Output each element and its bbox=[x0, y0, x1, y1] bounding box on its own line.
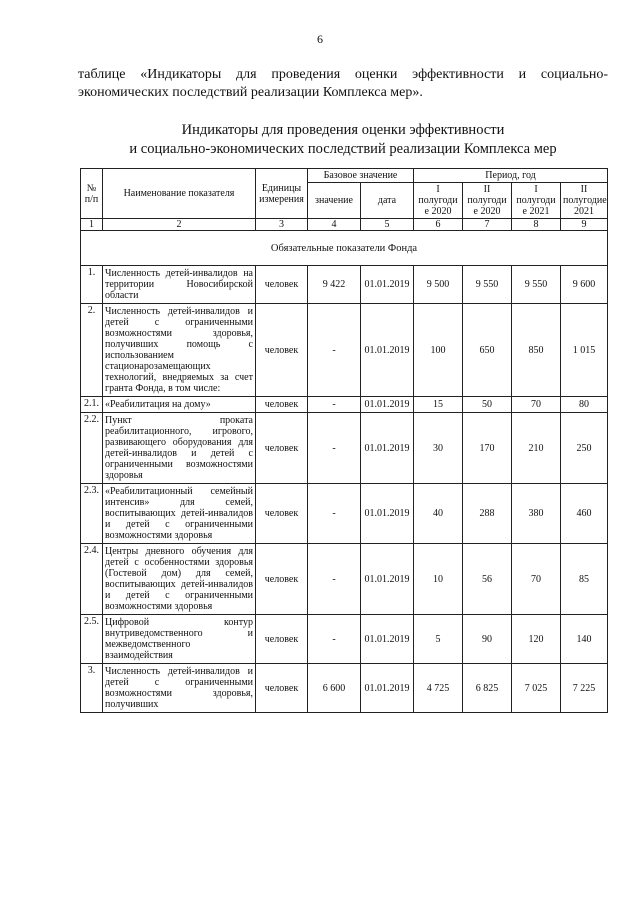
header-p1 bbox=[414, 183, 463, 219]
cell-unit: человек bbox=[256, 664, 308, 713]
table-row bbox=[81, 266, 608, 304]
cell-name: «Реабилитация на дому» bbox=[103, 397, 256, 413]
header-p3-text: полугоди е 2021 bbox=[516, 195, 556, 217]
header-name: Наименование показателя bbox=[103, 169, 256, 219]
cell-num: 2.5. bbox=[81, 615, 103, 664]
cell-p1: 40 bbox=[414, 484, 463, 544]
cell-name: Численность детей-инвалидов на территории Новосибирской области bbox=[103, 266, 256, 304]
cell-p3: 210 bbox=[512, 413, 561, 484]
cell-name: Численность детей-инвалидов и детей с ограниченными возможностями здоровья, получивших помощь с использованием стационарозамещающих технологий, внедряемых за счет гранта Фонда, в том числе: bbox=[103, 304, 256, 397]
intro-paragraph bbox=[78, 66, 608, 102]
table-row bbox=[81, 615, 608, 664]
table-row bbox=[81, 664, 608, 713]
cell-num: 2.4. bbox=[81, 544, 103, 615]
header-base-value: значение bbox=[308, 183, 361, 219]
cell-p4: 460 bbox=[561, 484, 608, 544]
header-p3 bbox=[512, 183, 561, 219]
cell-p3: 7 025 bbox=[512, 664, 561, 713]
header-p1-text: полугоди е 2020 bbox=[418, 195, 458, 217]
cell-unit: человек bbox=[256, 484, 308, 544]
header-unit: Единицы измерения bbox=[256, 169, 308, 219]
cell-num: 2. bbox=[81, 304, 103, 397]
cell-base-date: 01.01.2019 bbox=[361, 484, 414, 544]
column-number: 3 bbox=[256, 219, 308, 231]
cell-base-date: 01.01.2019 bbox=[361, 544, 414, 615]
header-p1-roman: I bbox=[436, 184, 440, 195]
cell-base-date: 01.01.2019 bbox=[361, 664, 414, 713]
cell-p2: 56 bbox=[463, 544, 512, 615]
cell-p2: 288 bbox=[463, 484, 512, 544]
cell-name: Центры дневного обучения для детей с особенностями здоровья (Гостевой дом) для семей, воспитывающих детей-инвалидов и детей с ограниченными возможностями здоровья bbox=[103, 544, 256, 615]
title-line: Индикаторы для проведения оценки эффективности bbox=[181, 122, 505, 138]
cell-p1: 15 bbox=[414, 397, 463, 413]
header-p3-roman: I bbox=[534, 184, 538, 195]
header-p2 bbox=[463, 183, 512, 219]
header-p4-roman: II bbox=[580, 184, 588, 195]
cell-p3: 850 bbox=[512, 304, 561, 397]
cell-base-value: - bbox=[308, 544, 361, 615]
cell-p2: 50 bbox=[463, 397, 512, 413]
cell-p2: 170 bbox=[463, 413, 512, 484]
table-row bbox=[81, 544, 608, 615]
cell-base-date: 01.01.2019 bbox=[361, 397, 414, 413]
cell-p1: 5 bbox=[414, 615, 463, 664]
cell-p1: 9 500 bbox=[414, 266, 463, 304]
cell-unit: человек bbox=[256, 266, 308, 304]
cell-num: 2.2. bbox=[81, 413, 103, 484]
column-number: 6 bbox=[414, 219, 463, 231]
cell-p3: 120 bbox=[512, 615, 561, 664]
cell-name: «Реабилитационный семейный интенсив» для семей, воспитывающих детей-инвалидов и детей с ограниченными возможностями здоровья bbox=[103, 484, 256, 544]
cell-p2: 9 550 bbox=[463, 266, 512, 304]
cell-p4: 9 600 bbox=[561, 266, 608, 304]
header-p2-roman: II bbox=[483, 184, 491, 195]
cell-unit: человек bbox=[256, 397, 308, 413]
column-number: 4 bbox=[308, 219, 361, 231]
column-number: 5 bbox=[361, 219, 414, 231]
intro-line: таблице «Индикаторы для проведения оценки эффективности и социально- bbox=[78, 67, 608, 82]
cell-unit: человек bbox=[256, 413, 308, 484]
column-number: 1 bbox=[81, 219, 103, 231]
table-row bbox=[81, 304, 608, 397]
cell-p1: 4 725 bbox=[414, 664, 463, 713]
cell-p2: 90 bbox=[463, 615, 512, 664]
cell-p3: 70 bbox=[512, 397, 561, 413]
column-number: 2 bbox=[103, 219, 256, 231]
column-number: 9 bbox=[561, 219, 608, 231]
cell-p2: 6 825 bbox=[463, 664, 512, 713]
cell-p1: 100 bbox=[414, 304, 463, 397]
cell-base-date: 01.01.2019 bbox=[361, 615, 414, 664]
cell-p2: 650 bbox=[463, 304, 512, 397]
cell-num: 3. bbox=[81, 664, 103, 713]
cell-base-value: - bbox=[308, 484, 361, 544]
title-line: и социально-экономических последствий реализации Комплекса мер bbox=[129, 141, 557, 157]
cell-p3: 70 bbox=[512, 544, 561, 615]
table-row bbox=[81, 413, 608, 484]
header-p2-text: полугоди е 2020 bbox=[467, 195, 507, 217]
cell-p4: 7 225 bbox=[561, 664, 608, 713]
cell-num: 2.3. bbox=[81, 484, 103, 544]
header-p4 bbox=[561, 183, 608, 219]
intro-line: экономических последствий реализации Комплекса мер». bbox=[78, 85, 423, 100]
cell-name: Пункт проката реабилитационного, игрового, развивающего оборудования для детей-инвалидов и детей с ограниченными возможностями здоровья bbox=[103, 413, 256, 484]
column-number: 8 bbox=[512, 219, 561, 231]
header-p4-text: полугодие 2021 bbox=[563, 195, 607, 217]
header-period: Период, год bbox=[414, 169, 608, 183]
cell-unit: человек bbox=[256, 615, 308, 664]
cell-base-value: - bbox=[308, 615, 361, 664]
cell-name: Численность детей-инвалидов и детей с ограниченными возможностями здоровья, получивших bbox=[103, 664, 256, 713]
cell-p4: 1 015 bbox=[561, 304, 608, 397]
cell-p4: 140 bbox=[561, 615, 608, 664]
cell-base-date: 01.01.2019 bbox=[361, 413, 414, 484]
cell-p1: 10 bbox=[414, 544, 463, 615]
cell-name: Цифровой контур внутриведомственного и межведомственного взаимодействия bbox=[103, 615, 256, 664]
indicators-table bbox=[80, 168, 608, 713]
header-base: Базовое значение bbox=[308, 169, 414, 183]
cell-base-value: 6 600 bbox=[308, 664, 361, 713]
cell-p4: 80 bbox=[561, 397, 608, 413]
table-row bbox=[81, 397, 608, 413]
cell-num: 2.1. bbox=[81, 397, 103, 413]
cell-base-value: 9 422 bbox=[308, 266, 361, 304]
header-base-date: дата bbox=[361, 183, 414, 219]
cell-p3: 9 550 bbox=[512, 266, 561, 304]
table-row bbox=[81, 484, 608, 544]
column-number: 7 bbox=[463, 219, 512, 231]
page-number: 6 bbox=[317, 32, 323, 46]
cell-base-value: - bbox=[308, 397, 361, 413]
cell-unit: человек bbox=[256, 304, 308, 397]
header-row bbox=[81, 169, 608, 183]
cell-unit: человек bbox=[256, 544, 308, 615]
cell-base-value: - bbox=[308, 304, 361, 397]
section-row bbox=[81, 231, 608, 266]
cell-p1: 30 bbox=[414, 413, 463, 484]
cell-p4: 250 bbox=[561, 413, 608, 484]
table-title bbox=[78, 121, 608, 159]
header-num: № п/п bbox=[81, 169, 103, 219]
section-title: Обязательные показатели Фонда bbox=[81, 231, 608, 266]
cell-p3: 380 bbox=[512, 484, 561, 544]
cell-base-date: 01.01.2019 bbox=[361, 266, 414, 304]
cell-num: 1. bbox=[81, 266, 103, 304]
cell-base-date: 01.01.2019 bbox=[361, 304, 414, 397]
column-numbers-row bbox=[81, 219, 608, 231]
cell-p4: 85 bbox=[561, 544, 608, 615]
cell-base-value: - bbox=[308, 413, 361, 484]
